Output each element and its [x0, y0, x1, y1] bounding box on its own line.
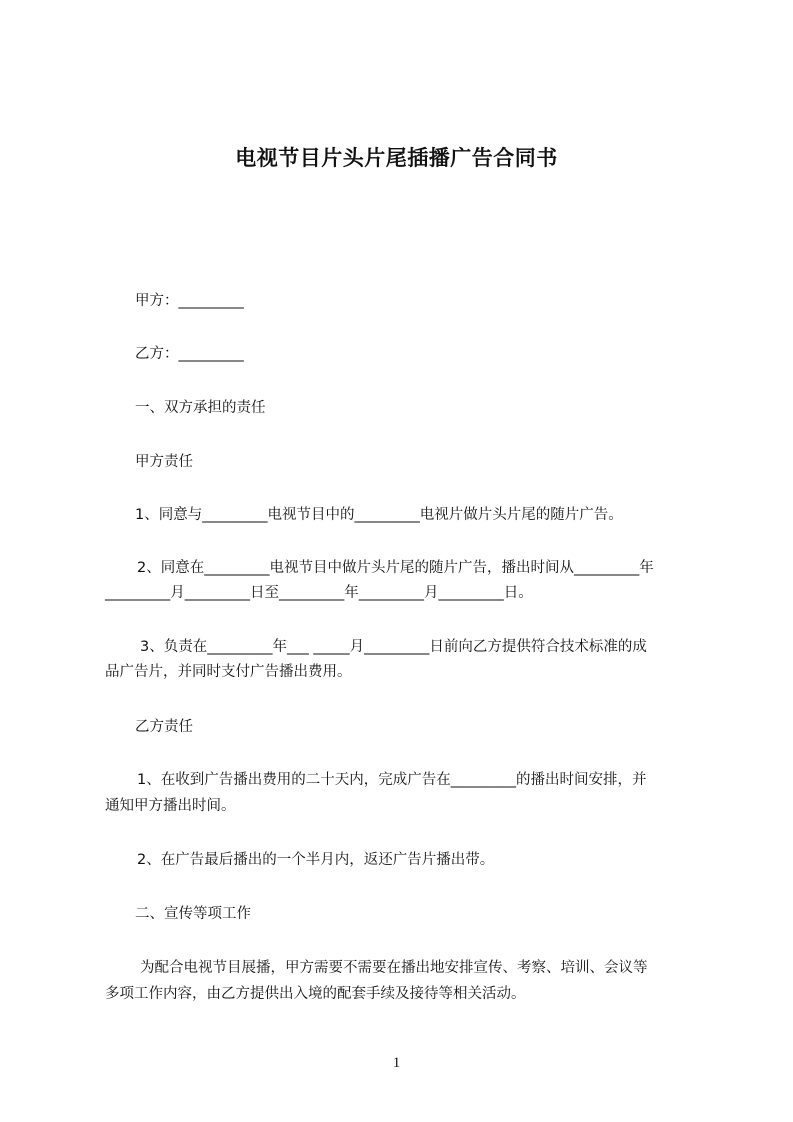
clause-b1-line2: 通知甲方播出时间。 — [105, 798, 236, 814]
section-heading-publicity: 二、宣传等项工作 — [135, 906, 251, 922]
subheading-party-b-responsibilities: 乙方责任 — [135, 719, 193, 735]
page-number: 1 — [392, 1055, 401, 1071]
clause-b2: 2、在广告最后播出的一个半月内，返还广告片播出带。 — [137, 852, 495, 868]
party-a-line: 甲方：_________ — [135, 293, 244, 309]
publicity-paragraph-line2: 多项工作内容，由乙方提供出入境的配套手续及接待等相关活动。 — [105, 986, 526, 1002]
party-b-line: 乙方：_________ — [135, 346, 244, 362]
subheading-party-a-responsibilities: 甲方责任 — [135, 454, 193, 470]
clause-a3-line1: 3、负责在_________年___ _____月_________日前向乙方提供符合技术标准的成 — [140, 639, 647, 655]
publicity-paragraph-line1: 为配合电视节目展播，甲方需要不需要在播出地安排宣传、考察、培训、会议等 — [140, 960, 648, 976]
clause-a2-line2: _________月_________日至_________年_________月_________日。 — [105, 585, 533, 601]
clause-b1-line1: 1、在收到广告播出费用的二十天内，完成广告在_________的播出时间安排，并 — [137, 772, 647, 788]
document-title: 电视节目片头片尾插播广告合同书 — [235, 146, 558, 170]
clause-a3-line2: 品广告片，并同时支付广告播出费用。 — [105, 664, 352, 680]
clause-a1: 1、同意与_________电视节目中的_________电视片做片头片尾的随片广告。 — [135, 507, 623, 523]
clause-a2-line1: 2、同意在_________电视节目中做片头片尾的随片广告，播出时间从_________年 — [137, 560, 654, 576]
section-heading-responsibilities: 一、双方承担的责任 — [135, 400, 266, 416]
